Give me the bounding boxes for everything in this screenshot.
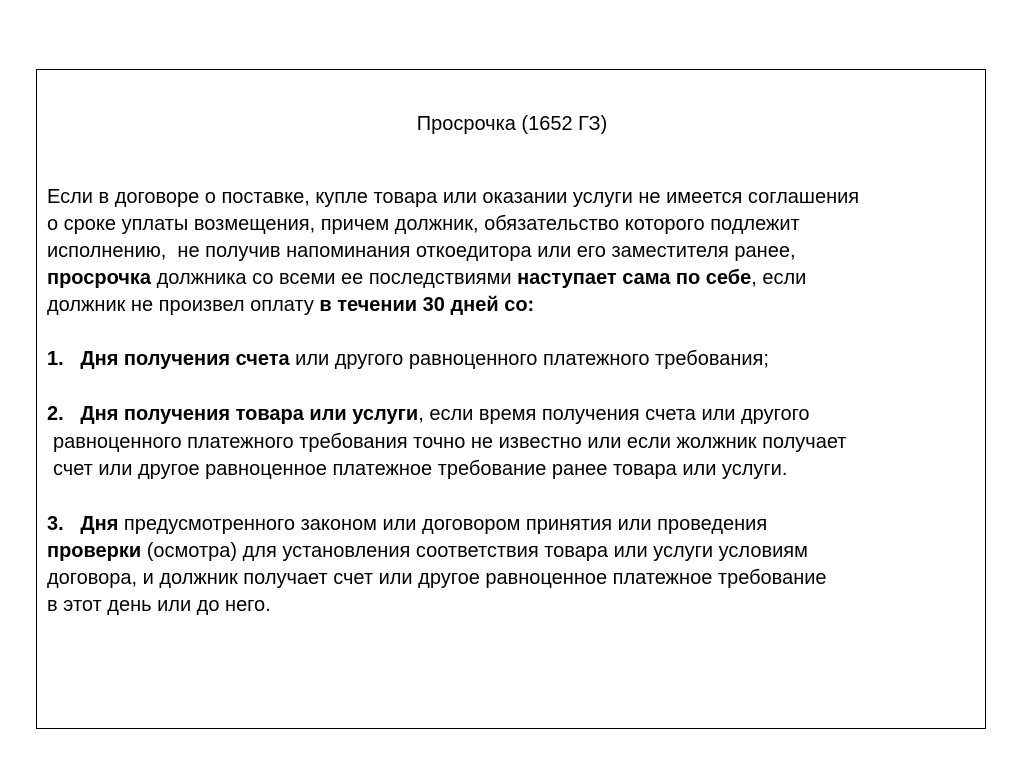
- item-2-bold: Дня получения товара или услуги: [80, 403, 419, 425]
- item-1-number: 1.: [47, 348, 81, 370]
- term-proverki: проверки: [47, 540, 142, 562]
- intro-line-3: исполнению, не получив напоминания откоедитора или его заместителя ранее,: [47, 240, 796, 262]
- term-prosrochka: просрочка: [47, 267, 152, 289]
- list-item-1: [47, 346, 769, 372]
- list-item-2: [47, 401, 810, 427]
- item-1-text: или другого равноценного платежного требования;: [289, 348, 769, 370]
- intro-line-4-text-2: , если: [751, 267, 807, 289]
- list-item-3: [47, 511, 767, 537]
- item-3-bold: Дня: [80, 513, 119, 535]
- intro-line-5: [47, 292, 534, 318]
- item-2-line-3: счет или другое равноценное платежное требование ранее товара или услуги.: [53, 458, 788, 480]
- item-2-text: , если время получения счета или другого: [418, 403, 810, 425]
- item-1-bold: Дня получения счета: [80, 348, 290, 370]
- item-2-number: 2.: [47, 403, 81, 425]
- intro-line-2: о сроке уплаты возмещения, причем должник, обязательство которого подлежит: [47, 213, 800, 235]
- intro-line-4-text-1: должника со всеми ее последствиями: [151, 267, 518, 289]
- slide-frame: [36, 69, 986, 729]
- item-3-line-4: в этот день или до него.: [47, 594, 271, 616]
- intro-line-4: [47, 265, 806, 291]
- slide-title: Просрочка (1652 ГЗ): [416, 113, 608, 135]
- item-2-line-2: равноценного платежного требования точно не известно или если жолжник получает: [53, 431, 847, 453]
- term-nastupaet: наступает сама по себе: [517, 267, 752, 289]
- item-3-number: 3.: [47, 513, 81, 535]
- intro-line-1: Если в договоре о поставке, купле товара или оказании услуги не имеется соглашения: [47, 186, 860, 208]
- intro-line-5-text: должник не произвел оплату: [47, 294, 320, 316]
- term-30-days: в течении 30 дней со:: [319, 294, 535, 316]
- item-3-line-2: [47, 538, 808, 564]
- item-3-line-2-text: (осмотра) для установления соответствия товара или услуги условиям: [141, 540, 808, 562]
- item-3-text: предусмотренного законом или договором принятия или проведения: [118, 513, 768, 535]
- item-3-line-3: договора, и должник получает счет или другое равноценное платежное требование: [47, 567, 827, 589]
